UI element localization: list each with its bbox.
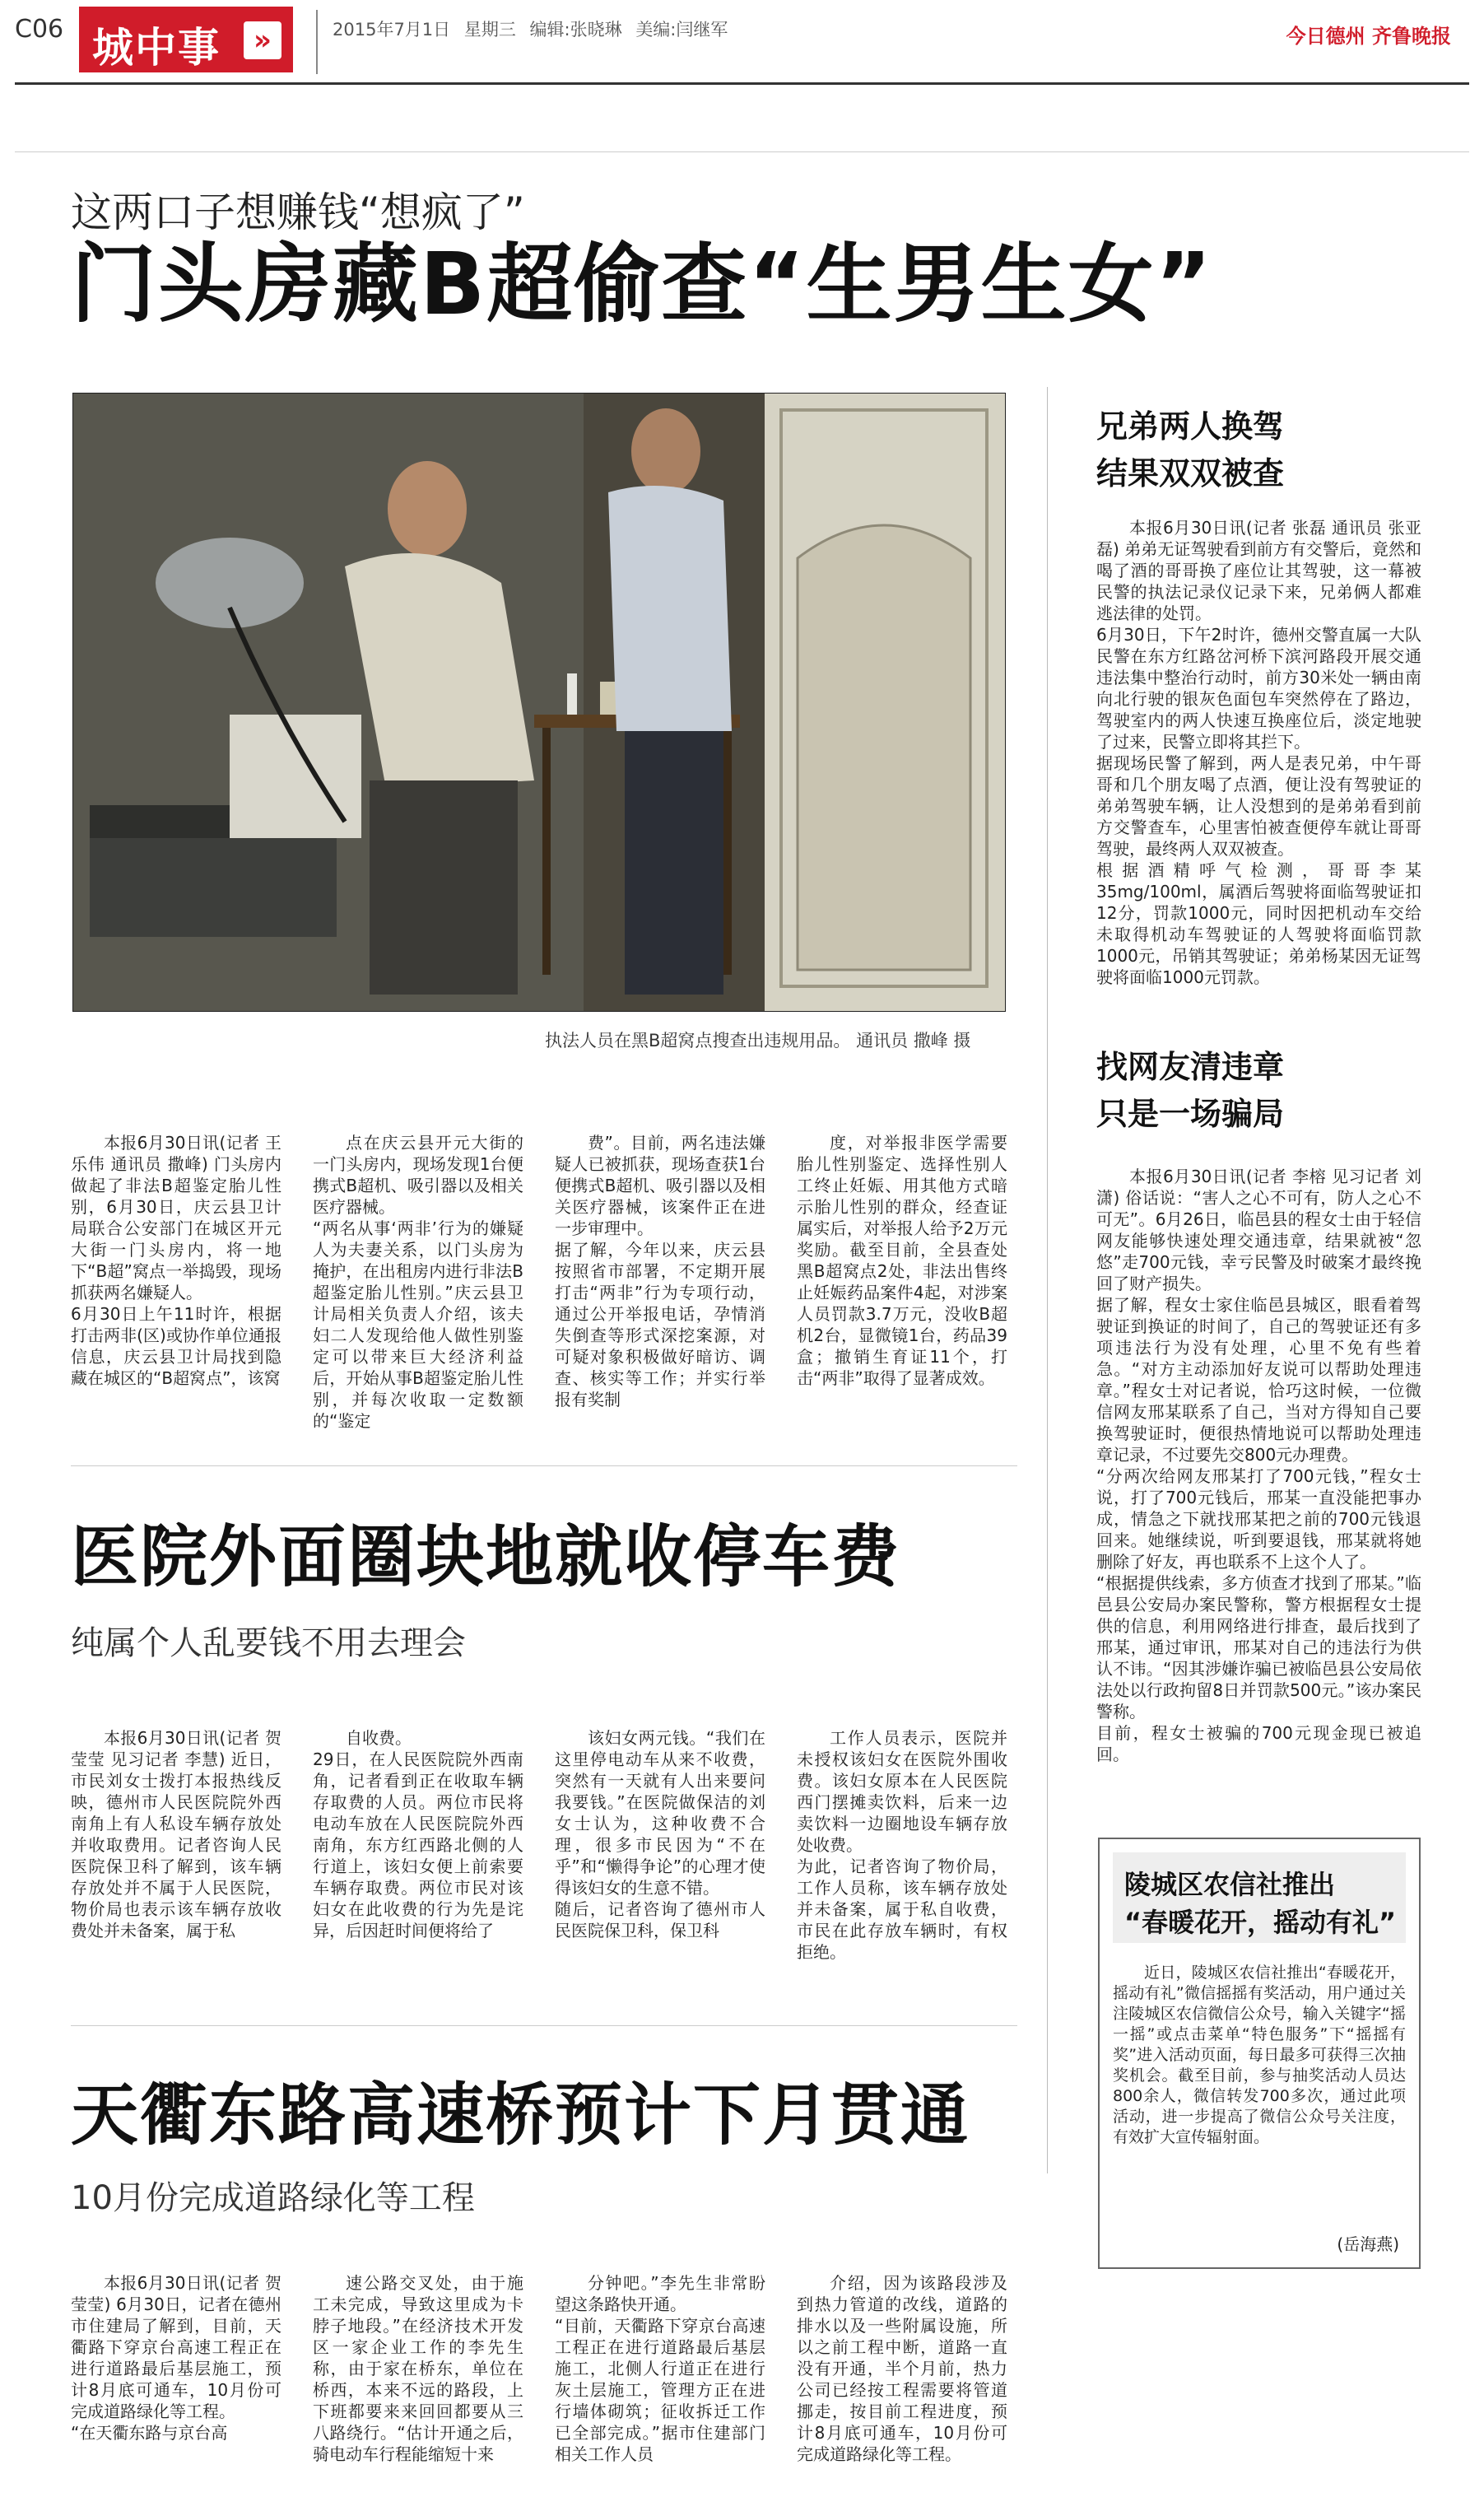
side1-headline	[1096, 403, 1284, 497]
side2-headline	[1096, 1044, 1284, 1138]
side3-body-text: 近日，陵城区农信社推出“春暖花开，摇动有礼”微信摇摇有奖活动，用户通过关注陵城区农信微信公众号，输入关键字“摇一摇”或点击菜单“特色服务”下“摇摇有奖”进入活动页面，每日最多可获得三次抽奖机会。截至目前，参与抽奖活动人员达800余人，微信转发700多次，通过此项活动，进一步提高了微信公众号关注度，有效扩大宣传辐射面。	[1113, 1964, 1406, 2146]
header-rule	[15, 82, 1469, 85]
story2-subhead: 纯属个人乱要钱不用去理会	[71, 1624, 466, 1662]
story2-col-1-text: 本报6月30日讯(记者 贺莹莹 见习记者 李慧) 近日，市民刘女士拨打本报热线反映，德州市人民医院院外西南角上有人私设车辆存放处并收取费用。记者咨询人民医院保卫科了解到，该车辆存放处并不属于人民医院，物价局也表示该车辆存放收费处并未备案，属于私	[71, 1728, 281, 1940]
story2-rule	[71, 1465, 1017, 1466]
section-banner	[79, 7, 293, 72]
side3-title-line1: 陵城区农信社推出	[1124, 1869, 1336, 1900]
lead-headline: 门头房藏B超偷查“生男生女”	[71, 234, 1213, 334]
page-number: C06	[15, 15, 64, 44]
side1-body-text: 本报6月30日讯(记者 张磊 通讯员 张亚磊) 弟弟无证驾驶看到前方有交警后，竟然和喝了酒的哥哥换了座位让其驾驶，这一幕被民警的执法记录仪记录下来，兄弟俩人都难逃法律的处罚。 6月30日，下午2时许，德州交警直属一大队民警在东方红路岔河桥下滨河路段开展交通违法集中整治行动时，前方30米处一辆由南向北行驶的银灰色面包车突然停在了路边，驾驶室内的两人快速互换座位后，淡定地驶了过来，民警立即将其拦下。 据现场民警了解到，两人是表兄弟，中午哥哥和几个朋友喝了点酒，便让没有驾驶证的弟弟驾驶车辆，让人没想到的是弟弟看到前方交警查车，心里害怕被查便停车就让哥哥驾驶，最终两人双双被查。 根据酒精呼气检测，哥哥李某35mg/100ml，属酒后驾驶将面临驾驶证扣12分，罚款1000元，同时因把机动车交给未取得机动车驾驶证的人驾驶将面临罚款1000元，吊销其驾驶证；弟弟杨某因无证驾驶将面临1000元罚款。	[1096, 518, 1421, 987]
lead-col-2-text: 点在庆云县开元大街的一门头房内，现场发现1台便携式B超机、吸引器以及相关医疗器械。 “两名从事‘两非’行为的嫌疑人为夫妻关系，以门头房为掩护，在出租房内进行非法B超鉴定胎儿性别。”庆云县卫计局相关负责人介绍，该夫妇二人发现给他人做性别鉴定可以带来巨大经济利益后，开始从事B超鉴定胎儿性别，并每次收取一定数额的“鉴定	[313, 1133, 523, 1431]
side1-headline-line1: 兄弟两人换驾	[1096, 408, 1285, 445]
lead-photo	[72, 393, 1006, 1012]
lead-col-4	[797, 1132, 1007, 1389]
side2-headline-line1: 找网友清违章	[1096, 1049, 1285, 1085]
story2-col-3-text: 该妇女两元钱。“我们在这里停电动车从来不收费，突然有一天就有人出来要问我要钱。”在医院做保洁的刘女士认为，这种收费不合理，很多市民因为“不在乎”和“懒得争论”的心理才使得该妇女的生意不错。 随后，记者咨询了德州市人民医院保卫科，保卫科	[555, 1728, 765, 1940]
issue-date: 2015年7月1日	[333, 20, 451, 40]
side2-body-text: 本报6月30日讯(记者 李榕 见习记者 刘潇) 俗话说：“害人之心不可有，防人之心不可无”。6月26日，临邑县的程女士由于轻信网友能够快速处理交通违章，结果就被“忽悠”走700元钱，幸亏民警及时破案才最终挽回了财产损失。 据了解，程女士家住临邑县城区，眼看着驾驶证到换证的时间了，自己的驾驶证还有多项违法行为没有处理，心里不免有些着急。“对方主动添加好友说可以帮助处理违章。”程女士对记者说，恰巧这时候，一位微信网友邢某联系了自己，当对方得知自己要换驾驶证时，便很热情地说可以帮助处理违章记录，不过要先交800元办理费。 “分两次给网友邢某打了700元钱，”程女士说，打了700元钱后，邢某一直没能把事办成，情急之下就找邢某把之前的700元钱退回来。她继续说，听到要退钱，邢某就将她删除了好友，再也联系不上这个人了。 “根据提供线索，多方侦查才找到了邢某。”临邑县公安局办案民警称，警方根据程女士提供的信息，利用网络进行排查，最后找到了邢某，通过审讯，邢某对自己的违法行为供认不讳。“因其涉嫌诈骗已被临邑县公安局依法处以行政拘留8日并罚款500元。”该办案民警称。 目前，程女士被骗的700元现金现已被追回。	[1096, 1167, 1421, 1764]
issue-weekday: 星期三	[463, 20, 516, 40]
header-thin-rule	[15, 151, 1469, 152]
side3-title-line2: “春暖花开，摇动有礼”	[1124, 1907, 1397, 1938]
story3-col-2-text: 速公路交叉处，由于施工未完成，导致这里成为卡脖子地段。”在经济技术开发区一家企业工作的李先生称，由于家在桥东，单位在桥西，本来不远的路段，上下班都要来来回回都要从三八路绕行。“估计开通之后，骑电动车行程能缩短十来	[313, 2273, 523, 2464]
story2-col-3	[555, 1727, 765, 1941]
double-chevron-icon: »	[244, 21, 281, 59]
lead-col-3-text: 费”。目前，两名违法嫌疑人已被抓获，现场查获1台便携式B超机、吸引器以及相关医疗器械，该案件正在进一步审理中。 据了解，今年以来，庆云县按照省市部署，不定期开展打击“两非”行为专项行动，通过公开举报电话，孕情消失倒查等形式深挖案源，对可疑对象积极做好暗访、调查、核实等工作；并实行举报有奖制	[555, 1133, 765, 1409]
side3-credit: (岳海燕)	[1337, 2234, 1399, 2254]
side3-body	[1113, 1963, 1406, 2148]
story3-subhead: 10月份完成道路绿化等工程	[71, 2179, 475, 2217]
story2-col-4-text: 工作人员表示，医院并未授权该妇女在医院外围收费。该妇女原本在人民医院西门摆摊卖饮料，后来一边卖饮料一边圈地设车辆存放处收费。 为此，记者咨询了物价局，工作人员称，该车辆存放处并未备案，属于私自收费，市民在此存放车辆时，有权拒绝。	[797, 1728, 1007, 1962]
story2-col-2-text: 自收费。 29日，在人民医院院外西南角，记者看到正在收取车辆存取费的人员。两位市民将电动车放在人民医院院外西南角，东方红西路北侧的人行道上，该妇女便上前索要车辆存取费。两位市民对该妇女在此收费的行为先是诧异，后因赶时间便将给了	[313, 1728, 523, 1940]
lead-col-2	[313, 1132, 523, 1432]
section-name: 城中事	[92, 24, 221, 72]
side1-body	[1096, 517, 1421, 988]
side1-headline-line2: 结果双双被查	[1096, 455, 1285, 491]
publication-name: 今日德州 齐鲁晚报	[1286, 25, 1451, 48]
story3-col-3-text: 分钟吧。”李先生非常盼望这条路快开通。 “目前，天衢路下穿京台高速工程正在进行道路最后基层施工，北侧人行道正在进行灰土层施工，管理方正在进行墙体砌筑；征收拆迁工作已全部完成。”据市住建部门相关工作人员	[555, 2273, 765, 2464]
lead-col-1	[71, 1132, 281, 1389]
lead-col-1-text: 本报6月30日讯(记者 王乐伟 通讯员 撒峰) 门头房内做起了非法B超鉴定胎儿性别，6月30日，庆云县卫计局联合公安部门在城区开元大街一门头房内，将一地下“B超”窝点一举捣毁，现场抓获两名嫌疑人。 6月30日上午11时许，根据打击两非(区)或协作单位通报信息，庆云县卫计局找到隐藏在城区的“B超窝点”，该窝	[71, 1133, 281, 1388]
story3-col-1	[71, 2272, 281, 2443]
side3-box	[1098, 1838, 1421, 2269]
story3-col-4	[797, 2272, 1007, 2465]
art-editor-credit: 美编:闫继军	[635, 20, 728, 40]
side2-headline-line2: 只是一场骗局	[1096, 1096, 1285, 1132]
lead-col-3	[555, 1132, 765, 1410]
story3-rule	[71, 2025, 1017, 2026]
lead-photo-illustration	[73, 394, 1005, 1011]
story3-headline: 天衢东路高速桥预计下月贯通	[71, 2076, 970, 2155]
header-divider	[316, 10, 318, 74]
side2-body	[1096, 1166, 1421, 1765]
story3-col-1-text: 本报6月30日讯(记者 贺莹莹) 6月30日，记者在德州市住建局了解到，目前，天衢路下穿京台高速工程正在进行道路最后基层施工，预计8月底可通车，10月份可完成道路绿化等工程。 “在天衢东路与京台高	[71, 2273, 281, 2443]
lead-kicker: 这两口子想赚钱“想疯了”	[71, 189, 525, 236]
side3-title-panel	[1113, 1852, 1406, 1943]
lead-col-4-text: 度，对举报非医学需要胎儿性别鉴定、选择性别人工终止妊娠、用其他方式暗示胎儿性别的群众，经查证属实后，对举报人给予2万元奖励。截至目前，全县查处黑B超窝点2处，非法出售终止妊娠药品案件4起，对涉案人员罚款3.7万元，没收B超机2台，显微镜1台，药品39盒；撤销生育证11个，打击“两非”取得了显著成效。	[797, 1133, 1007, 1388]
story2-col-2	[313, 1727, 523, 1941]
column-separator	[1047, 387, 1048, 2173]
lead-photo-caption: 执法人员在黑B超窝点搜查出违规用品。 通讯员 撒峰 摄	[545, 1031, 971, 1051]
story2-headline: 医院外面圈块地就收停车费	[71, 1518, 901, 1596]
story2-col-1	[71, 1727, 281, 1941]
story3-col-4-text: 介绍，因为该路段涉及到热力管道的改线，道路的排水以及一些附属设施，所以之前工程中断，道路一直没有开通，半个月前，热力公司已经按工程需要将管道挪走，按目前工程进度，预计8月底可通车，10月份可完成道路绿化等工程。	[797, 2273, 1007, 2464]
story3-col-3	[555, 2272, 765, 2465]
story2-col-4	[797, 1727, 1007, 1963]
story3-col-2	[313, 2272, 523, 2465]
issue-info	[333, 16, 728, 41]
editor-credit: 编辑:张晓琳	[529, 20, 622, 40]
